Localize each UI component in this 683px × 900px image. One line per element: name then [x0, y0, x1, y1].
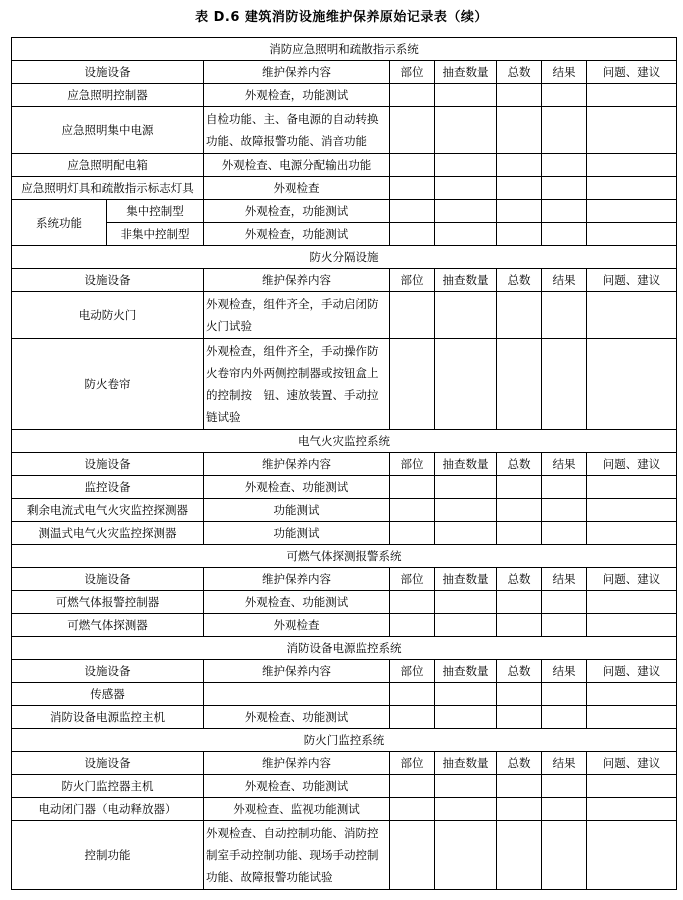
- issues-cell[interactable]: [587, 476, 677, 499]
- col-header-total: 总数: [497, 61, 542, 84]
- equipment-name: 应急照明控制器: [12, 84, 204, 107]
- result-cell[interactable]: [542, 177, 587, 200]
- equipment-name: 测温式电气火灾监控探测器: [12, 522, 204, 545]
- issues-cell[interactable]: [587, 499, 677, 522]
- system-function-subtype: 非集中控制型: [107, 223, 204, 246]
- total-cell[interactable]: [497, 107, 542, 154]
- table-row: [12, 84, 677, 107]
- total-cell[interactable]: [497, 154, 542, 177]
- issues-cell[interactable]: [587, 821, 677, 890]
- maintenance-content: 外观检查、功能测试: [204, 706, 390, 729]
- col-header-content: 维护保养内容: [204, 61, 390, 84]
- table-row: [12, 775, 677, 798]
- issues-cell[interactable]: [587, 614, 677, 637]
- table-row: [12, 200, 677, 223]
- equipment-name: 监控设备: [12, 476, 204, 499]
- result-cell[interactable]: [542, 84, 587, 107]
- result-cell[interactable]: [542, 706, 587, 729]
- section-heading-row: [12, 545, 677, 568]
- col-header-sample-qty: 抽查数量: [435, 752, 497, 775]
- issues-cell[interactable]: [587, 798, 677, 821]
- col-header-equipment: 设施设备: [12, 568, 204, 591]
- maintenance-content: 功能测试: [204, 522, 390, 545]
- total-cell[interactable]: [497, 292, 542, 339]
- location-cell[interactable]: [390, 200, 435, 223]
- system-function-label: 系统功能: [12, 200, 107, 246]
- result-cell[interactable]: [542, 200, 587, 223]
- maintenance-content: 外观检查: [204, 614, 390, 637]
- equipment-name: 传感器: [12, 683, 204, 706]
- total-cell[interactable]: [497, 339, 542, 430]
- table-row: [12, 499, 677, 522]
- maintenance-content: 外观检查、功能测试: [204, 591, 390, 614]
- col-header-sample-qty: 抽查数量: [435, 568, 497, 591]
- result-cell[interactable]: [542, 154, 587, 177]
- issues-cell[interactable]: [587, 154, 677, 177]
- maintenance-content: 外观检查，组件齐全，手动启闭防火门试验: [204, 292, 390, 339]
- maintenance-content: 外观检查、自动控制功能、消防控制室手动控制功能、现场手动控制功能、故障报警功能试验: [204, 821, 390, 890]
- header-row: [12, 61, 677, 84]
- col-header-result: 结果: [542, 752, 587, 775]
- maintenance-content: 外观检查、功能测试: [204, 476, 390, 499]
- sample-qty-cell[interactable]: [435, 522, 497, 545]
- location-cell[interactable]: [390, 821, 435, 890]
- result-cell[interactable]: [542, 821, 587, 890]
- sample-qty-cell[interactable]: [435, 292, 497, 339]
- equipment-name: 控制功能: [12, 821, 204, 890]
- result-cell[interactable]: [542, 591, 587, 614]
- table-row: [12, 107, 677, 154]
- col-header-equipment: 设施设备: [12, 269, 204, 292]
- sample-qty-cell[interactable]: [435, 706, 497, 729]
- section-heading: 消防设备电源监控系统: [12, 637, 677, 660]
- total-cell[interactable]: [497, 200, 542, 223]
- table-row: [12, 292, 677, 339]
- location-cell[interactable]: [390, 775, 435, 798]
- section-heading-row: [12, 430, 677, 453]
- header-row: [12, 660, 677, 683]
- sample-qty-cell[interactable]: [435, 798, 497, 821]
- header-row: [12, 269, 677, 292]
- col-header-total: 总数: [497, 269, 542, 292]
- equipment-name: 消防设备电源监控主机: [12, 706, 204, 729]
- col-header-result: 结果: [542, 568, 587, 591]
- section-heading: 消防应急照明和疏散指示系统: [12, 38, 677, 61]
- location-cell[interactable]: [390, 223, 435, 246]
- section-heading-row: [12, 246, 677, 269]
- location-cell[interactable]: [390, 476, 435, 499]
- issues-cell[interactable]: [587, 107, 677, 154]
- total-cell[interactable]: [497, 614, 542, 637]
- location-cell[interactable]: [390, 614, 435, 637]
- equipment-name: 剩余电流式电气火灾监控探测器: [12, 499, 204, 522]
- issues-cell[interactable]: [587, 775, 677, 798]
- col-header-total: 总数: [497, 568, 542, 591]
- table-row: [12, 339, 677, 430]
- equipment-name: 防火门监控器主机: [12, 775, 204, 798]
- maintenance-content: 外观检查，功能测试: [204, 84, 390, 107]
- sample-qty-cell[interactable]: [435, 821, 497, 890]
- header-row: [12, 453, 677, 476]
- maintenance-content: 外观检查、监视功能测试: [204, 798, 390, 821]
- table-row: [12, 476, 677, 499]
- maintenance-content: 外观检查、功能测试: [204, 775, 390, 798]
- sample-qty-cell[interactable]: [435, 84, 497, 107]
- result-cell[interactable]: [542, 775, 587, 798]
- sample-qty-cell[interactable]: [435, 683, 497, 706]
- sample-qty-cell[interactable]: [435, 154, 497, 177]
- col-header-sample-qty: 抽查数量: [435, 61, 497, 84]
- sample-qty-cell[interactable]: [435, 775, 497, 798]
- col-header-location: 部位: [390, 752, 435, 775]
- location-cell[interactable]: [390, 107, 435, 154]
- result-cell[interactable]: [542, 499, 587, 522]
- sample-qty-cell[interactable]: [435, 591, 497, 614]
- location-cell[interactable]: [390, 591, 435, 614]
- col-header-content: 维护保养内容: [204, 568, 390, 591]
- sample-qty-cell[interactable]: [435, 339, 497, 430]
- section-heading-row: [12, 729, 677, 752]
- col-header-equipment: 设施设备: [12, 752, 204, 775]
- result-cell[interactable]: [542, 107, 587, 154]
- equipment-name: 应急照明配电箱: [12, 154, 204, 177]
- col-header-equipment: 设施设备: [12, 61, 204, 84]
- col-header-sample-qty: 抽查数量: [435, 269, 497, 292]
- col-header-total: 总数: [497, 453, 542, 476]
- sample-qty-cell[interactable]: [435, 177, 497, 200]
- total-cell[interactable]: [497, 706, 542, 729]
- equipment-name: 可燃气体探测器: [12, 614, 204, 637]
- total-cell[interactable]: [497, 499, 542, 522]
- col-header-total: 总数: [497, 660, 542, 683]
- col-header-location: 部位: [390, 453, 435, 476]
- col-header-result: 结果: [542, 660, 587, 683]
- table-row: [12, 154, 677, 177]
- col-header-result: 结果: [542, 269, 587, 292]
- maintenance-record-table: [11, 37, 677, 890]
- table-row: [12, 821, 677, 890]
- result-cell[interactable]: [542, 339, 587, 430]
- location-cell[interactable]: [390, 84, 435, 107]
- section-heading: 防火门监控系统: [12, 729, 677, 752]
- total-cell[interactable]: [497, 798, 542, 821]
- total-cell[interactable]: [497, 522, 542, 545]
- col-header-sample-qty: 抽查数量: [435, 660, 497, 683]
- total-cell[interactable]: [497, 683, 542, 706]
- maintenance-content: 外观检查，组件齐全，手动操作防火卷帘内外两侧控制器或按钮盒上的控制按 钮、速放装置、手动拉链试验: [204, 339, 390, 430]
- result-cell[interactable]: [542, 223, 587, 246]
- table-row: [12, 798, 677, 821]
- col-header-location: 部位: [390, 61, 435, 84]
- col-header-sample-qty: 抽查数量: [435, 453, 497, 476]
- table-row: [12, 223, 677, 246]
- total-cell[interactable]: [497, 476, 542, 499]
- equipment-name: 电动闭门器（电动释放器）: [12, 798, 204, 821]
- table-row: [12, 683, 677, 706]
- col-header-issues: 问题、建议: [587, 61, 677, 84]
- maintenance-content: 外观检查，功能测试: [204, 200, 390, 223]
- location-cell[interactable]: [390, 339, 435, 430]
- location-cell[interactable]: [390, 522, 435, 545]
- sample-qty-cell[interactable]: [435, 614, 497, 637]
- location-cell[interactable]: [390, 499, 435, 522]
- col-header-issues: 问题、建议: [587, 660, 677, 683]
- result-cell[interactable]: [542, 683, 587, 706]
- result-cell[interactable]: [542, 522, 587, 545]
- equipment-name: 应急照明集中电源: [12, 107, 204, 154]
- section-heading: 防火分隔设施: [12, 246, 677, 269]
- col-header-content: 维护保养内容: [204, 660, 390, 683]
- sample-qty-cell[interactable]: [435, 200, 497, 223]
- issues-cell[interactable]: [587, 683, 677, 706]
- header-row: [12, 568, 677, 591]
- table-row: [12, 522, 677, 545]
- maintenance-content: 外观检查: [204, 177, 390, 200]
- location-cell[interactable]: [390, 154, 435, 177]
- issues-cell[interactable]: [587, 706, 677, 729]
- sample-qty-cell[interactable]: [435, 476, 497, 499]
- equipment-name: 可燃气体报警控制器: [12, 591, 204, 614]
- issues-cell[interactable]: [587, 591, 677, 614]
- col-header-content: 维护保养内容: [204, 453, 390, 476]
- col-header-content: 维护保养内容: [204, 752, 390, 775]
- maintenance-content: [204, 683, 390, 706]
- location-cell[interactable]: [390, 798, 435, 821]
- location-cell[interactable]: [390, 177, 435, 200]
- issues-cell[interactable]: [587, 200, 677, 223]
- col-header-location: 部位: [390, 660, 435, 683]
- col-header-equipment: 设施设备: [12, 660, 204, 683]
- issues-cell[interactable]: [587, 339, 677, 430]
- issues-cell[interactable]: [587, 177, 677, 200]
- total-cell[interactable]: [497, 775, 542, 798]
- section-heading: 可燃气体探测报警系统: [12, 545, 677, 568]
- maintenance-content: 外观检查，功能测试: [204, 223, 390, 246]
- table-title: 表 D.6 建筑消防设施维护保养原始记录表（续）: [195, 10, 488, 25]
- col-header-issues: 问题、建议: [587, 269, 677, 292]
- location-cell[interactable]: [390, 292, 435, 339]
- result-cell[interactable]: [542, 798, 587, 821]
- equipment-name: 电动防火门: [12, 292, 204, 339]
- total-cell[interactable]: [497, 223, 542, 246]
- location-cell[interactable]: [390, 683, 435, 706]
- result-cell[interactable]: [542, 292, 587, 339]
- table-row: [12, 614, 677, 637]
- total-cell[interactable]: [497, 177, 542, 200]
- col-header-equipment: 设施设备: [12, 453, 204, 476]
- sample-qty-cell[interactable]: [435, 499, 497, 522]
- result-cell[interactable]: [542, 614, 587, 637]
- col-header-issues: 问题、建议: [587, 453, 677, 476]
- col-header-issues: 问题、建议: [587, 568, 677, 591]
- result-cell[interactable]: [542, 476, 587, 499]
- section-heading-row: [12, 38, 677, 61]
- col-header-issues: 问题、建议: [587, 752, 677, 775]
- section-heading: 电气火灾监控系统: [12, 430, 677, 453]
- maintenance-content: 自检功能、主、备电源的自动转换功能、故障报警功能、消音功能: [204, 107, 390, 154]
- equipment-name: 应急照明灯具和疏散指示标志灯具: [12, 177, 204, 200]
- total-cell[interactable]: [497, 821, 542, 890]
- table-row: [12, 177, 677, 200]
- equipment-name: 防火卷帘: [12, 339, 204, 430]
- col-header-total: 总数: [497, 752, 542, 775]
- issues-cell[interactable]: [587, 223, 677, 246]
- col-header-location: 部位: [390, 568, 435, 591]
- table-row: [12, 591, 677, 614]
- sample-qty-cell[interactable]: [435, 107, 497, 154]
- col-header-result: 结果: [542, 453, 587, 476]
- col-header-location: 部位: [390, 269, 435, 292]
- maintenance-content: 外观检查、电源分配输出功能: [204, 154, 390, 177]
- sample-qty-cell[interactable]: [435, 223, 497, 246]
- issues-cell[interactable]: [587, 522, 677, 545]
- issues-cell[interactable]: [587, 84, 677, 107]
- location-cell[interactable]: [390, 706, 435, 729]
- issues-cell[interactable]: [587, 292, 677, 339]
- table-row: [12, 706, 677, 729]
- col-header-result: 结果: [542, 61, 587, 84]
- system-function-subtype: 集中控制型: [107, 200, 204, 223]
- total-cell[interactable]: [497, 84, 542, 107]
- header-row: [12, 752, 677, 775]
- col-header-content: 维护保养内容: [204, 269, 390, 292]
- total-cell[interactable]: [497, 591, 542, 614]
- maintenance-content: 功能测试: [204, 499, 390, 522]
- section-heading-row: [12, 637, 677, 660]
